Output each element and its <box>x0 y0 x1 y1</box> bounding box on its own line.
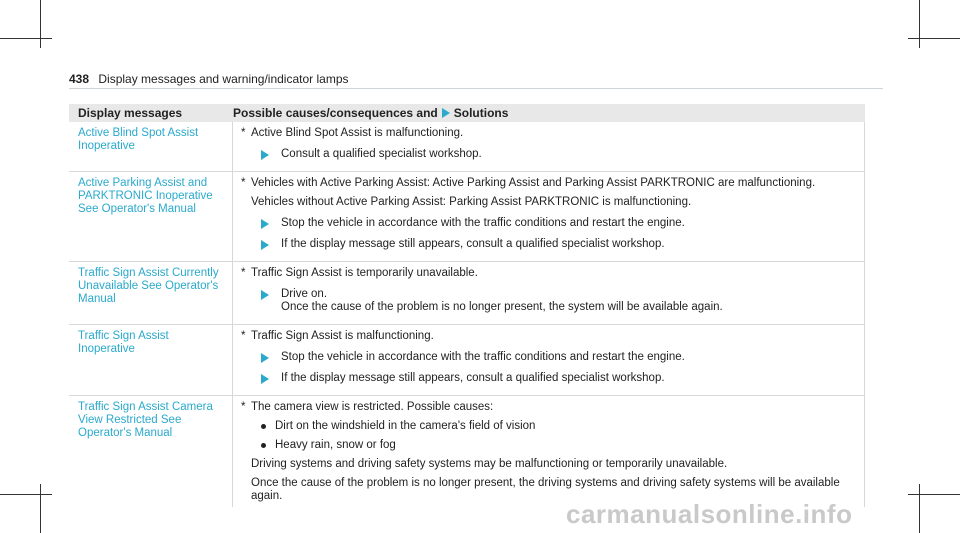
display-message: Traffic Sign Assist Camera View Restricted See Operator's Manual <box>78 401 213 439</box>
step-title: Drive on. <box>281 288 328 300</box>
page-title: Display messages and warning/indicator lamps <box>98 72 349 86</box>
crop-mark <box>40 484 41 533</box>
play-arrow-icon <box>261 150 269 160</box>
asterisk: * <box>241 127 246 139</box>
display-message: Active Parking Assist and PARKTRONIC Inoperative See Operator's Manual <box>78 177 213 215</box>
crop-mark <box>919 484 920 533</box>
step-text: Consult a qualified specialist workshop. <box>281 148 482 160</box>
table-row <box>69 325 865 396</box>
col-header-messages: Display messages <box>78 106 183 120</box>
header-rule <box>69 88 883 89</box>
crop-mark <box>908 38 960 39</box>
bullet-icon <box>261 443 266 448</box>
table-header <box>69 104 865 122</box>
solution-cell <box>232 172 865 261</box>
step-text: Stop the vehicle in accordance with the traffic conditions and restart the engine. <box>281 351 685 363</box>
play-arrow-icon <box>261 353 269 363</box>
cause-text: Traffic Sign Assist is malfunctioning. <box>251 330 434 342</box>
messages-table <box>69 104 865 507</box>
cause-text: Vehicles without Active Parking Assist: Parking Assist PARKTRONIC is malfunctioning. <box>251 196 692 208</box>
table-row <box>69 262 865 325</box>
solution-cell <box>232 396 865 507</box>
step-text: If the display message still appears, consult a qualified specialist workshop. <box>281 238 665 250</box>
asterisk: * <box>241 267 246 279</box>
col-header-solutions-label: Solutions <box>453 106 509 120</box>
page-header <box>69 72 349 86</box>
cause-text: Vehicles with Active Parking Assist: Active Parking Assist and Parking Assist PARKTRONIC are malfunctioning. <box>251 177 816 189</box>
col-header-causes <box>232 106 865 120</box>
crop-mark <box>919 0 920 48</box>
display-message: Traffic Sign Assist Inoperative <box>78 330 169 355</box>
solution-cell <box>232 262 865 324</box>
crop-mark <box>40 0 41 48</box>
watermark: carmanualsonline.info <box>566 499 853 529</box>
play-arrow-icon <box>261 374 269 384</box>
table-row <box>69 396 865 507</box>
display-message: Active Blind Spot Assist Inoperative <box>78 127 199 152</box>
cause-text: Traffic Sign Assist is temporarily unavailable. <box>251 267 478 279</box>
asterisk: * <box>241 330 246 342</box>
bullet-text: Dirt on the windshield in the camera's field of vision <box>275 420 536 432</box>
table-row <box>69 122 865 172</box>
asterisk: * <box>241 401 246 413</box>
display-message: Traffic Sign Assist Currently Unavailable See Operator's Manual <box>78 267 219 305</box>
cause-text: Active Blind Spot Assist is malfunctioning. <box>251 127 464 139</box>
crop-mark <box>0 494 52 495</box>
step-text: If the display message still appears, consult a qualified specialist workshop. <box>281 372 665 384</box>
cause-text: The camera view is restricted. Possible causes: <box>251 401 494 413</box>
paragraph: Once the cause of the problem is no longer present, the driving systems and driving safety systems will be available again. <box>251 477 840 502</box>
play-arrow-icon <box>442 108 450 118</box>
step-text: Once the cause of the problem is no longer present, the system will be available again. <box>281 301 723 313</box>
bullet-text: Heavy rain, snow or fog <box>275 439 396 451</box>
bullet-icon <box>261 424 266 429</box>
col-header-causes-label: Possible causes/consequences and <box>233 106 438 120</box>
page-number: 438 <box>69 72 90 86</box>
play-arrow-icon <box>261 240 269 250</box>
play-arrow-icon <box>261 290 269 300</box>
play-arrow-icon <box>261 219 269 229</box>
step-text: Stop the vehicle in accordance with the traffic conditions and restart the engine. <box>281 217 685 229</box>
solution-cell <box>232 325 865 395</box>
table-row <box>69 172 865 262</box>
paragraph: Driving systems and driving safety systems may be malfunctioning or temporarily unavailable. <box>251 458 728 470</box>
asterisk: * <box>241 177 246 189</box>
solution-cell <box>232 122 865 171</box>
crop-mark <box>908 494 960 495</box>
crop-mark <box>0 38 52 39</box>
